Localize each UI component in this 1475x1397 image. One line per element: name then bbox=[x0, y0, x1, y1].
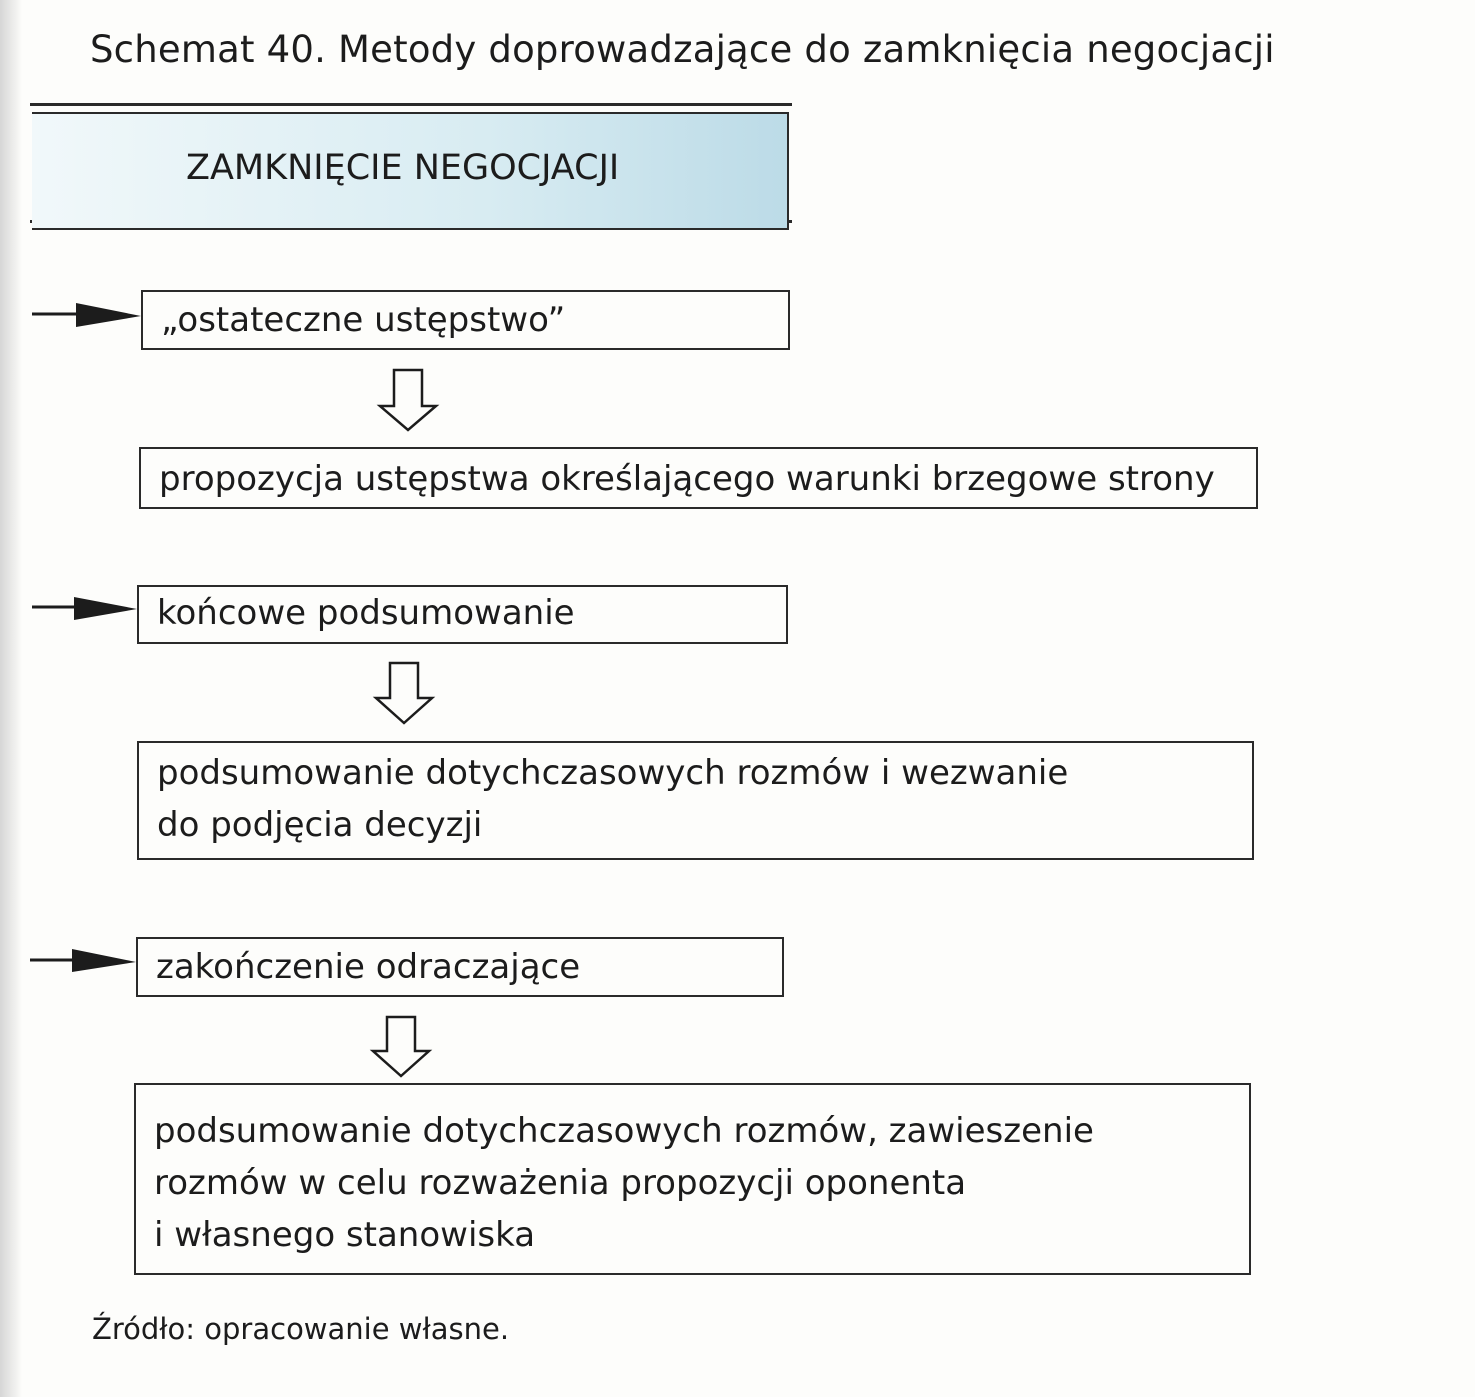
description-box-deferred-closing bbox=[134, 1083, 1251, 1275]
description-line: podsumowanie dotychczasowych rozmów, zawieszenie bbox=[154, 1111, 1094, 1151]
description-line: propozycja ustępstwa określającego warunki brzegowe strony bbox=[159, 459, 1215, 499]
header-rule-top bbox=[30, 103, 792, 106]
header-label: ZAMKNIĘCIE NEGOCJACJI bbox=[186, 148, 620, 188]
description-box-final-summary bbox=[137, 741, 1254, 860]
side-arrow-1 bbox=[32, 303, 141, 327]
method-box-final-summary bbox=[137, 585, 788, 644]
description-line: do podjęcia decyzji bbox=[157, 805, 483, 845]
side-arrow-3 bbox=[30, 949, 136, 972]
description-line: rozmów w celu rozważenia propozycji oponenta bbox=[154, 1163, 967, 1203]
description-box-final-concession bbox=[139, 447, 1258, 509]
description-line: i własnego stanowiska bbox=[154, 1215, 536, 1255]
description-line: podsumowanie dotychczasowych rozmów i wezwanie bbox=[157, 753, 1069, 793]
side-arrow-2 bbox=[32, 597, 137, 620]
down-arrow-2 bbox=[376, 663, 432, 723]
method-box-deferred-closing bbox=[136, 937, 784, 997]
method-label: „ostateczne ustępstwo” bbox=[161, 300, 566, 340]
diagram-title: Schemat 40. Metody doprowadzające do zamknięcia negocjacji bbox=[90, 28, 1275, 71]
source-note: Źródło: opracowanie własne. bbox=[92, 1312, 510, 1346]
method-box-final-concession bbox=[141, 290, 790, 350]
method-label: końcowe podsumowanie bbox=[157, 593, 575, 633]
page-edge-shadow bbox=[0, 0, 22, 1397]
down-arrow-1 bbox=[380, 370, 436, 430]
method-label: zakończenie odraczające bbox=[156, 947, 581, 987]
down-arrow-3 bbox=[373, 1017, 429, 1076]
